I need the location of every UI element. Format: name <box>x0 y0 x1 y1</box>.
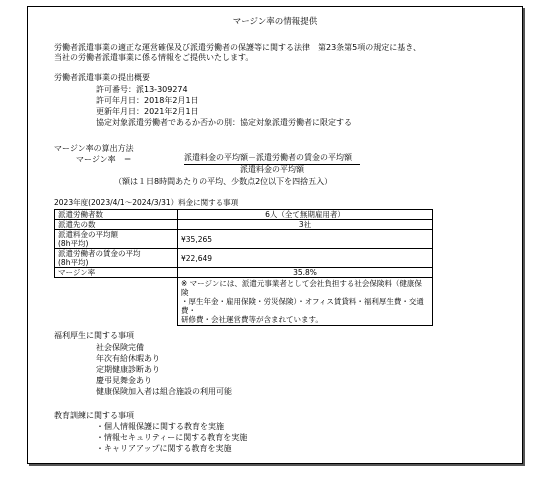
row-label-cell <box>55 249 178 268</box>
note-line: 研修費・会社運営費等が含まれています。 <box>181 315 323 324</box>
education-item: ・個人情報保護に関する教育を実施 <box>96 422 224 431</box>
row-label-sub: (8h平均) <box>58 258 89 267</box>
education-item: ・情報セキュリティーに関する教育を実施 <box>96 433 248 442</box>
agreement-status: 協定対象派遣労働者であるか否かの別：協定対象派遣労働者に限定する <box>96 118 352 127</box>
row-label: 派遣料金の平均額 <box>58 230 118 239</box>
table-note-row <box>55 278 433 326</box>
welfare-item: 慶弔見舞金あり <box>96 376 152 385</box>
row-label: 派遣先の数 <box>55 220 178 230</box>
renewal-date: 更新年月日：2021年2月1日 <box>96 107 199 116</box>
row-value: ¥35,265 <box>178 230 433 249</box>
calc-label: マージン率 ＝ <box>76 155 132 164</box>
intro-line-2: 当社の労働者派遣事業に係る情報をご提供いたします。 <box>54 53 254 62</box>
table-row <box>55 230 433 249</box>
welfare-item: 定期健康診断あり <box>96 365 160 374</box>
row-label-cell <box>55 230 178 249</box>
row-label-sub: (8h平均) <box>58 239 89 248</box>
welfare-item: 健康保険加入者は組合施設の利用可能 <box>96 387 232 396</box>
table-row <box>55 220 433 230</box>
note-line: ・厚生年金・雇用保険・労災保険）・オフィス賃貸料・福利厚生費・交通費・ <box>181 297 424 315</box>
table-row <box>55 249 433 268</box>
row-label: 派遣労働者数 <box>55 210 178 220</box>
note-line: ※ マージンには、派遣元事業者として会社負担する社会保険料（健康保険 <box>181 279 422 297</box>
license-number: 許可番号：派13-309274 <box>96 85 188 94</box>
margin-info-table <box>54 209 433 326</box>
row-value: 35.8% <box>178 268 433 278</box>
license-date: 許可年月日：2018年2月1日 <box>96 96 199 105</box>
page-title: マージン率の情報提供 <box>232 17 318 27</box>
row-value: 3社 <box>178 220 433 230</box>
calc-numerator: 派遣料金の平均額－派遣労働者の賃金の平均額 <box>184 153 352 162</box>
table-caption: 2023年度(2023/4/1～2024/3/31）料金に関する事項 <box>54 198 239 207</box>
calc-heading: マージン率の算出方法 <box>54 144 134 153</box>
row-value: 6人（全て無期雇用者） <box>178 210 433 220</box>
welfare-item: 社会保険完備 <box>96 343 144 352</box>
summary-heading: 労働者派遣事業の提出概要 <box>54 73 150 82</box>
table-row <box>55 210 433 220</box>
row-label: マージン率 <box>55 268 178 278</box>
welfare-item: 年次有給休暇あり <box>96 354 160 363</box>
calc-note: （額は１日8時間あたりの平均、少数点2位以下を四捨五入） <box>114 177 333 186</box>
calc-denominator: 派遣料金の平均額 <box>240 165 304 174</box>
row-label: 派遣労働者の賃金の平均 <box>58 249 141 258</box>
education-item: ・キャリアアップに関する教育を実施 <box>96 444 232 453</box>
intro-line-1: 労働者派遣事業の適正な運営確保及び派遣労働者の保護等に関する法律 第23条第5項の規定に基き、 <box>54 43 421 52</box>
document-page <box>27 6 523 464</box>
welfare-heading: 福利厚生に関する事項 <box>54 331 134 340</box>
row-value: ¥22,649 <box>178 249 433 268</box>
table-row <box>55 268 433 278</box>
education-heading: 教育訓練に関する事項 <box>54 411 134 420</box>
margin-note <box>178 278 433 326</box>
